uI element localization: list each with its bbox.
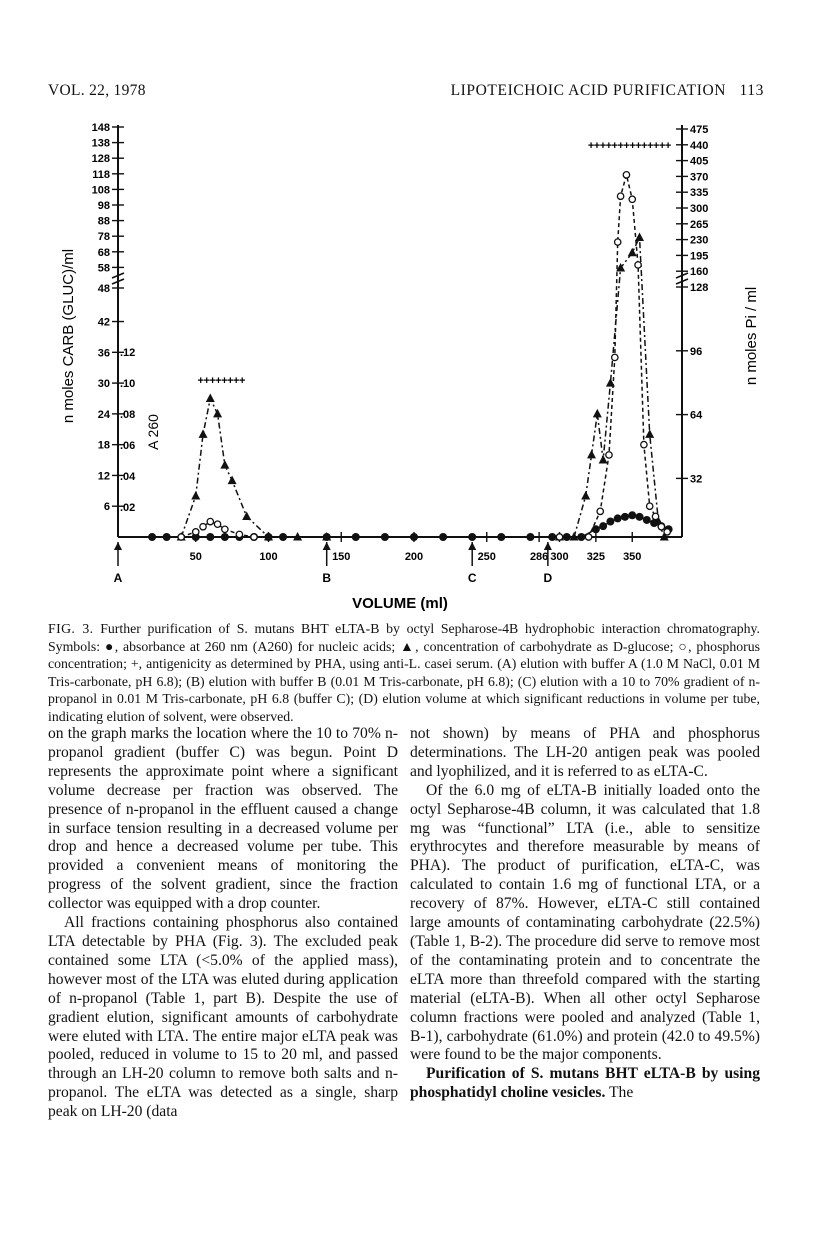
paragraph: on the graph marks the location where the 10 to 70% n-propanol gradient (buffer C) was begun. Point D represents the approximate point where a significant volume decrease per fraction was observed. The presence of n-propanol in the effluent caused a change in surface tension resulting in a decreased volume per drop and hence a decreased volume per tube. This provided a convenient means of monitoring the progress of the solvent gradient, since the fraction collector was equipped with a drop counter. — [48, 725, 398, 913]
a260-tick-label: .10 — [120, 378, 136, 390]
data-point-phosphorus — [647, 503, 653, 509]
running-title: LIPOTEICHOIC ACID PURIFICATION — [450, 82, 727, 99]
right-tick-label: 230 — [690, 234, 709, 247]
data-point-phosphorus — [207, 518, 213, 524]
a260-tick-label: .08 — [120, 409, 136, 421]
data-point-a260 — [621, 513, 629, 521]
caption-text: Further purification of S. mutans BHT eLTA-B by octyl Sepharose-4B hydrophobic interaction chromatography. Symbols: ●, absorbance at 260 nm (A260) for nucleic acids; ▲, concentration of carbohydrate as D-glucose; ○, phosphorus concentration; +, antigenicity as determined by PHA, using anti-L. casei serum. (A) elution with buffer A (1.0 M NaCl, 0.01 M Tris-carbonate, pH 6.8); (B) elution with buffer B (0.01 M Tris-carbonate, pH 6.8); (C) elution with a 10 to 70% gradient of n-propanol in 0.01 M Tris-carbonate, pH 6.8 (buffer C); (D) elution volume at which significant reductions in volume per tube, indicating elution of solvent, were observed. — [48, 621, 761, 724]
data-point-carbohydrate — [220, 460, 229, 469]
data-point-phosphorus — [623, 172, 629, 178]
x-tick-label: 325 — [586, 551, 606, 563]
left-tick-label: 68 — [97, 246, 110, 259]
data-point-phosphorus — [193, 529, 199, 535]
right-tick-label: 300 — [690, 203, 709, 215]
data-point-carbohydrate — [581, 491, 590, 500]
right-tick-label: 370 — [690, 171, 709, 184]
series-line — [181, 237, 664, 537]
y-axis-right-label: n moles Pi / ml — [743, 286, 760, 386]
data-point-phosphorus — [629, 196, 635, 202]
a260-tick-label: .04 — [120, 471, 136, 483]
data-point-phosphorus — [251, 534, 257, 540]
right-tick-label: 195 — [690, 250, 709, 263]
series-line — [181, 175, 667, 537]
page-number: 113 — [739, 82, 764, 99]
x-tick-label: 100 — [259, 551, 278, 563]
right-tick-label: 160 — [690, 266, 709, 279]
right-tick-label: 96 — [690, 345, 703, 358]
data-point-a260 — [592, 525, 600, 533]
y-axis-a260-label: A 260 — [145, 414, 161, 450]
data-point-phosphorus — [658, 524, 664, 530]
x-tick-label: 150 — [332, 551, 351, 563]
data-point-carbohydrate — [206, 393, 215, 402]
left-tick-label: 42 — [97, 316, 110, 329]
elution-markers — [114, 542, 553, 585]
marker-arrow-head — [114, 542, 122, 550]
body-column-right — [410, 725, 760, 1103]
right-tick-label: 475 — [690, 124, 709, 136]
data-point-a260 — [163, 533, 171, 541]
data-point-a260 — [206, 533, 214, 541]
caption-label: FIG. 3. — [48, 621, 94, 636]
a260-tick-label: .02 — [120, 502, 136, 514]
volume-year: VOL. 22, 1978 — [48, 82, 146, 99]
left-tick-label: 36 — [97, 347, 110, 360]
left-tick-label: 18 — [97, 439, 110, 452]
data-series — [148, 172, 673, 541]
a260-tick-label: .12 — [120, 347, 136, 359]
body-column-left — [48, 725, 398, 1122]
paragraph: not shown) by means of PHA and phosphorus determinations. The LH-20 antigen peak was pooled and lyophilized, and it is referred to as eLTA-C. — [410, 725, 760, 780]
data-point-carbohydrate — [191, 491, 200, 500]
data-point-a260 — [606, 518, 614, 526]
chart-axes — [112, 125, 688, 537]
data-point-phosphorus — [606, 452, 612, 458]
data-point-phosphorus — [214, 521, 220, 527]
data-point-a260 — [614, 514, 622, 522]
data-point-phosphorus — [556, 534, 562, 540]
right-axis-ticks — [676, 124, 708, 485]
marker-arrow-head — [323, 542, 331, 550]
left-tick-label: 138 — [91, 137, 110, 150]
data-point-a260 — [643, 516, 651, 524]
left-tick-label: 98 — [97, 200, 110, 212]
paragraph — [410, 1065, 760, 1103]
pha-antigenicity — [198, 140, 671, 387]
marker-arrow-head — [468, 542, 476, 550]
marker-label: D — [543, 571, 553, 585]
data-point-phosphorus — [200, 524, 206, 530]
left-tick-label: 118 — [92, 168, 110, 181]
left-tick-label: 108 — [91, 184, 110, 197]
data-point-phosphorus — [641, 441, 647, 447]
left-axis-ticks — [92, 122, 137, 514]
right-tick-label: 64 — [690, 409, 703, 422]
right-tick-label: 128 — [690, 282, 709, 294]
left-tick-label: 148 — [91, 122, 110, 134]
data-point-carbohydrate — [228, 476, 237, 485]
data-point-carbohydrate — [593, 409, 602, 418]
x-tick-label: 250 — [477, 551, 496, 563]
left-tick-label: 12 — [97, 470, 110, 483]
data-point-phosphorus — [178, 534, 184, 540]
data-point-phosphorus — [664, 529, 670, 535]
series-line — [152, 515, 669, 537]
figure-caption — [48, 620, 760, 726]
right-tick-label: 32 — [690, 473, 703, 486]
data-point-phosphorus — [597, 508, 603, 514]
data-point-phosphorus — [652, 513, 658, 519]
data-point-a260 — [628, 511, 636, 519]
left-tick-label: 128 — [91, 153, 110, 166]
paragraph: All fractions containing phosphorus also contained LTA detectable by PHA (Fig. 3). The excluded peak contained some LTA (<5.0% of the applied mass), however most of the LTA was eluted during application of n-propanol (Table 1, part B). Despite the use of gradient elution, significant amounts of carbohydrate were eluted with LTA. The entire major eLTA peak was pooled, reduced in volume to 15 to 20 ml, and passed through an LH-20 column to remove both salts and n-propanol. The eLTA was detected as a single, sharp peak on LH-20 (data — [48, 914, 398, 1121]
pha-plus-marks: ++++++++ — [197, 375, 245, 387]
marker-arrow-head — [544, 542, 552, 550]
left-tick-label: 6 — [103, 501, 110, 514]
data-point-a260 — [599, 522, 607, 530]
a260-tick-label: .06 — [120, 440, 136, 452]
data-point-carbohydrate — [213, 409, 222, 418]
marker-label: B — [322, 571, 332, 585]
data-point-phosphorus — [236, 531, 242, 537]
data-point-carbohydrate — [242, 511, 251, 519]
x-tick-label: 50 — [189, 551, 202, 563]
pha-plus-marks: ++++++++++++++ — [587, 140, 671, 152]
data-point-phosphorus — [612, 354, 618, 360]
left-tick-label: 24 — [97, 408, 110, 421]
data-point-carbohydrate — [635, 232, 644, 241]
data-point-phosphorus — [585, 534, 591, 540]
left-tick-label: 88 — [97, 215, 110, 228]
data-point-phosphorus — [615, 239, 621, 245]
data-point-phosphorus — [222, 526, 228, 532]
data-point-carbohydrate — [199, 429, 208, 438]
right-tick-label: 265 — [690, 218, 709, 231]
x-tick-label: 350 — [623, 551, 642, 563]
data-point-carbohydrate — [628, 248, 637, 257]
data-point-carbohydrate — [645, 429, 654, 438]
title-and-page — [451, 82, 764, 100]
left-tick-label: 78 — [97, 231, 110, 244]
marker-label: C — [467, 571, 477, 585]
section-heading: Purification of S. mutans BHT eLTA-B by using phosphatidyl choline vesicles. — [410, 1065, 760, 1102]
data-point-phosphorus — [617, 193, 623, 199]
x-tick-label: 300 — [550, 551, 569, 563]
left-tick-label: 58 — [97, 262, 110, 275]
left-tick-label: 48 — [97, 283, 110, 295]
paragraph-tail: The — [605, 1084, 634, 1102]
data-point-a260 — [148, 533, 156, 541]
data-point-phosphorus — [635, 262, 641, 268]
y-axis-left-label: n moles CARB (GLUC)/ml — [60, 248, 77, 424]
right-tick-label: 405 — [690, 155, 709, 168]
x-tick-label: 200 — [404, 551, 424, 563]
right-tick-label: 335 — [690, 187, 709, 200]
elution-chart — [0, 110, 816, 620]
left-tick-label: 30 — [97, 378, 110, 391]
right-tick-label: 440 — [690, 139, 709, 152]
x-tick-label: 286 — [529, 551, 549, 563]
marker-label: A — [113, 571, 123, 585]
data-point-a260 — [636, 513, 644, 521]
x-axis-label: VOLUME (ml) — [352, 595, 448, 612]
paragraph: Of the 6.0 mg of eLTA-B initially loaded onto the octyl Sepharose-4B column, it was calculated that 1.8 mg was “functional” LTA (i.e., able to sensitize erythrocytes and therefore measurable by means of PHA). The product of purification, eLTA-C, was calculated to contain 1.6 mg of functional LTA, or a recovery of 87%. However, eLTA-C still contained large amounts of contaminating carbohydrate (22.5%) (Table 1, B-2). The procedure did serve to remove most of the contaminating protein and to concentrate the eLTA more than threefold compared with the starting material (eLTA-B). When all other octyl Sepharose column fractions were pooled and analyzed (Table 1, B-1), carbohydrate (61.0%) and protein (42.0 to 49.5%) were found to be the major components. — [410, 781, 760, 1064]
data-point-carbohydrate — [587, 450, 596, 459]
data-point-a260 — [221, 533, 229, 541]
